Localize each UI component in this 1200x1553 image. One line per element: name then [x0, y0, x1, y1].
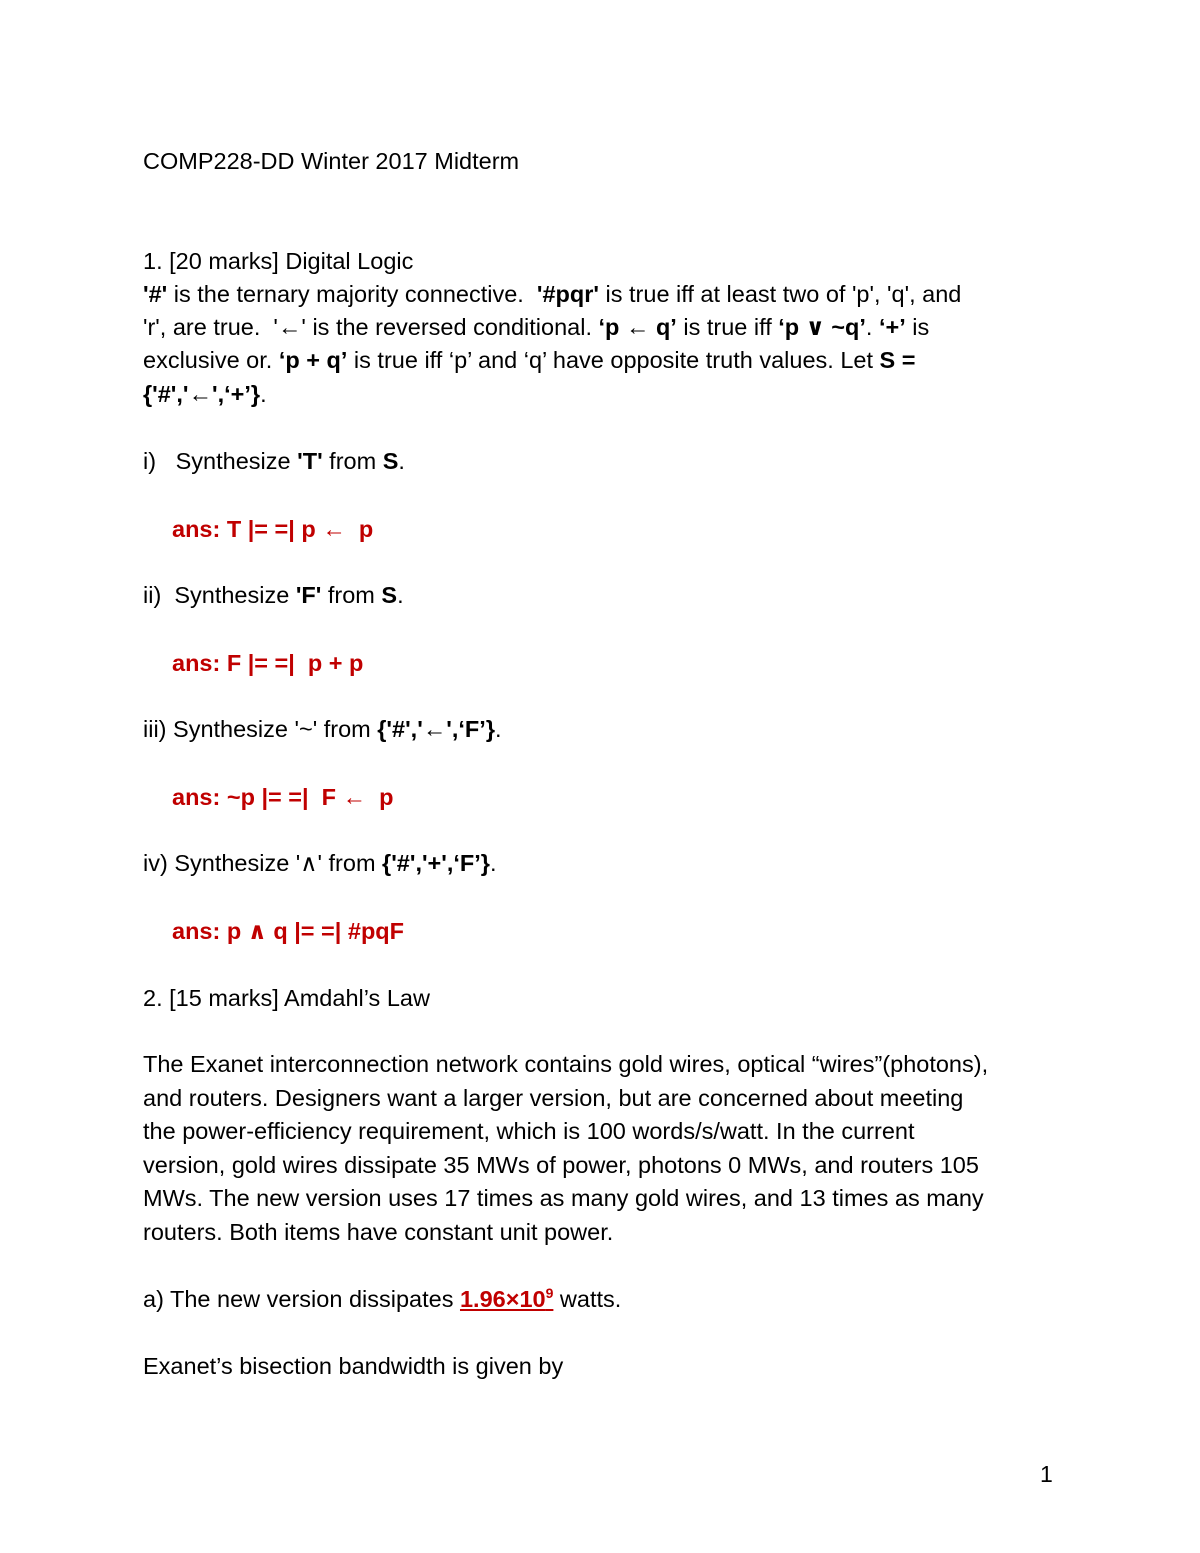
text: a) The new version dissipates	[143, 1286, 460, 1312]
text-bold: S	[381, 582, 398, 608]
bisection-text: Exanet’s bisection bandwidth is given by	[143, 1353, 564, 1379]
text-bold: ‘p + q’	[278, 347, 348, 373]
answer-base: 1.96×10	[459, 1286, 546, 1312]
text: ∧	[300, 850, 318, 876]
text: is	[905, 314, 930, 340]
paragraph-line: and routers. Designers want a larger version, but are concerned about meeting	[143, 1085, 964, 1111]
text: .	[489, 850, 497, 876]
text: .	[398, 448, 405, 474]
text: iv) Synthesize '	[143, 850, 301, 876]
text-bold: {'#','←',‘F’}	[377, 716, 495, 742]
document-title: COMP228-DD Winter 2017 Midterm	[143, 148, 520, 174]
question-1-text-line-4	[143, 379, 267, 409]
question-1-text-line-1	[143, 279, 961, 309]
paragraph-line: routers. Both items have constant unit power.	[143, 1219, 614, 1245]
text: ' is the reversed conditional.	[301, 314, 599, 340]
text-bold: S =	[879, 347, 916, 373]
paragraph-line: The Exanet interconnection network contains gold wires, optical “wires”(photons),	[143, 1051, 989, 1077]
text: is true iff at least two of 'p', 'q', and	[598, 281, 962, 307]
text: is the ternary majority connective.	[167, 281, 537, 307]
part-i-question	[143, 446, 405, 476]
text: from	[321, 582, 382, 608]
text: iii) Synthesize '	[143, 716, 299, 742]
text-bold: 'T'	[297, 448, 323, 474]
text: is true iff ‘p’ and ‘q’ have opposite truth values. Let	[347, 347, 880, 373]
part-iii-question	[143, 714, 502, 744]
text: is true iff	[676, 314, 779, 340]
text-bold: ‘+’	[878, 314, 906, 340]
answer-exponent: 9	[545, 1285, 554, 1301]
text: watts.	[553, 1286, 622, 1312]
text: exclusive or.	[143, 347, 279, 373]
part-ii-answer: ans: F |= =| p + p	[172, 650, 364, 676]
text: ~	[299, 716, 313, 742]
text: .	[397, 582, 404, 608]
part-a-question	[143, 1284, 621, 1314]
text: .	[260, 381, 267, 407]
part-a-answer	[460, 1286, 553, 1312]
text: .	[494, 716, 502, 742]
question-1-text-line-3	[143, 345, 915, 375]
text: ' from	[312, 716, 378, 742]
text: i) Synthesize	[143, 448, 298, 474]
paragraph-line: MWs. The new version uses 17 times as many gold wires, and 13 times as many	[143, 1185, 984, 1211]
text-bold: ‘p ← q’	[598, 314, 677, 340]
text-bold: ‘p ∨ ~q’	[778, 314, 866, 340]
text: .	[865, 314, 879, 340]
question-1-heading: 1. [20 marks] Digital Logic	[143, 248, 414, 274]
text-bold: ←	[277, 314, 302, 340]
question-1-text-line-2	[143, 312, 929, 342]
text-bold: {'#','←',‘+’}	[143, 381, 261, 407]
text: from	[322, 448, 383, 474]
text-bold: '#'	[143, 281, 168, 307]
part-iii-answer: ans: ~p |= =| F ← p	[172, 784, 394, 810]
text-bold: S	[382, 448, 399, 474]
text: 'r', are true. '	[143, 314, 278, 340]
paragraph-line: version, gold wires dissipate 35 MWs of power, photons 0 MWs, and routers 105	[143, 1152, 979, 1178]
question-2-heading: 2. [15 marks] Amdahl’s Law	[143, 985, 430, 1011]
part-iv-question	[143, 848, 497, 878]
text-bold: 'F'	[295, 582, 322, 608]
text: ii) Synthesize	[143, 582, 296, 608]
paragraph-line: the power-efficiency requirement, which is 100 words/s/watt. In the current	[143, 1118, 915, 1144]
part-iv-answer: ans: p ∧ q |= =| #pqF	[172, 918, 405, 944]
text-bold: '#pqr'	[536, 281, 599, 307]
part-ii-question	[143, 580, 404, 610]
part-i-answer: ans: T |= =| p ← p	[172, 516, 374, 542]
text-bold: {'#','+',‘F’}	[382, 850, 490, 876]
page-number: 1	[1040, 1461, 1053, 1487]
text: ' from	[317, 850, 383, 876]
